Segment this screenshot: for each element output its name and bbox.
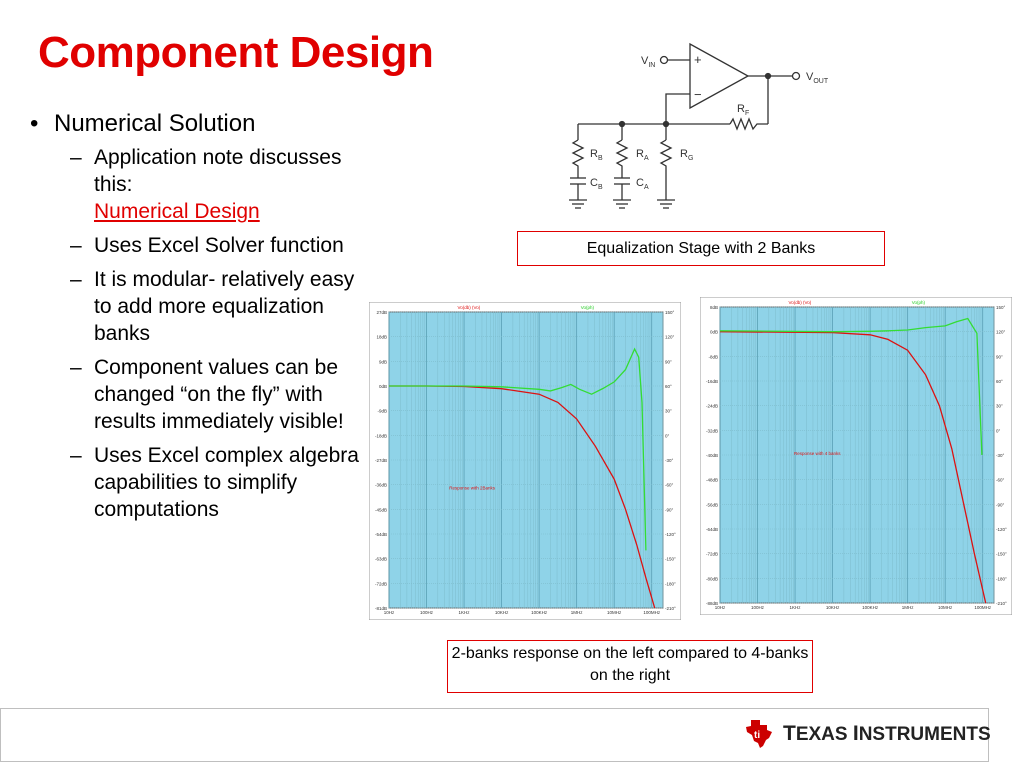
svg-text:VIN: $V_{IN}$ bbox=[641, 55, 656, 69]
bullet-dot: • bbox=[30, 110, 39, 137]
y-right-tick-label: -30° bbox=[996, 453, 1005, 458]
svg-text:RG: $R_G$ bbox=[680, 148, 694, 162]
y-left-tick-label: -36dB bbox=[374, 482, 387, 488]
y-right-tick-label: 0° bbox=[996, 428, 1001, 434]
x-tick-label: 10MHz bbox=[938, 605, 953, 610]
rg-label bbox=[680, 148, 693, 162]
y-right-tick-label: -210° bbox=[665, 606, 676, 611]
y-left-tick-label: -54dB bbox=[374, 532, 387, 537]
y-left-tick-label: 8dB bbox=[709, 305, 718, 310]
four-bank-response-chart bbox=[700, 297, 1012, 615]
x-tick-label: 10Hz bbox=[383, 610, 395, 615]
x-tick-label: 1MHz bbox=[570, 610, 583, 615]
y-left-tick-label: 27dB bbox=[376, 310, 387, 315]
dash: – bbox=[70, 268, 82, 291]
y-right-tick-label: 30° bbox=[665, 408, 672, 414]
cb-label bbox=[590, 177, 603, 191]
vout-label bbox=[806, 71, 829, 85]
y-right-tick-label: -60° bbox=[665, 482, 674, 488]
x-tick-label: 100KHz bbox=[531, 610, 548, 615]
ra-resistor bbox=[617, 140, 627, 178]
ground-icon bbox=[613, 200, 631, 208]
schematic-caption: Equalization Stage with 2 Banks bbox=[517, 231, 885, 266]
svg-text:CB: $C_B$ bbox=[590, 177, 603, 191]
two-bank-response-chart bbox=[369, 302, 681, 620]
sub-bullet-body bbox=[94, 144, 360, 225]
y-left-tick-label: -80dB bbox=[705, 576, 718, 582]
y-left-tick-label: -64dB bbox=[705, 527, 718, 532]
op-amp-plus: + bbox=[694, 52, 702, 67]
vin-label bbox=[641, 55, 655, 69]
y-right-tick-label: 0° bbox=[665, 433, 670, 439]
y-right-tick-label: 90° bbox=[665, 359, 672, 365]
legend-magnitude: Vo(db) (Vo) bbox=[788, 300, 812, 305]
ground-icon bbox=[657, 200, 675, 208]
y-right-tick-label: -150° bbox=[665, 556, 676, 562]
y-left-tick-label: -9dB bbox=[377, 408, 387, 414]
y-left-tick-label: -81dB bbox=[374, 606, 387, 611]
svg-text:VOUT: $V_{OUT}$ bbox=[806, 71, 829, 85]
x-tick-label: 10KHz bbox=[825, 605, 840, 610]
dash: – bbox=[70, 356, 82, 379]
bullet-numerical-solution bbox=[30, 110, 360, 138]
y-right-tick-label: -60° bbox=[996, 477, 1005, 483]
svg-text:ti: ti bbox=[754, 730, 761, 741]
y-left-tick-label: -72dB bbox=[705, 551, 718, 557]
y-left-tick-label: -88dB bbox=[705, 601, 718, 606]
y-right-tick-label: -30° bbox=[665, 458, 674, 463]
sub-bullet bbox=[70, 442, 360, 523]
rb-label bbox=[590, 148, 603, 162]
legend-magnitude: Vo(db) (Vo) bbox=[457, 305, 481, 310]
brand-name: TEXAS INSTRUMENTS bbox=[783, 722, 991, 745]
y-left-tick-label: 18dB bbox=[376, 334, 387, 340]
y-right-tick-label: 90° bbox=[996, 354, 1003, 360]
y-left-tick-label: -40dB bbox=[705, 453, 718, 458]
sub-bullet-text: It is modular- relatively easy to add more equalization banks bbox=[94, 268, 355, 345]
charts-caption: 2-banks response on the left compared to 4-banks on the right bbox=[447, 640, 813, 693]
y-left-tick-label: -63dB bbox=[374, 556, 387, 562]
y-right-tick-label: -150° bbox=[996, 551, 1007, 557]
sub-bullet-list bbox=[70, 144, 360, 523]
sub-bullet-text: Application note discusses this: bbox=[94, 146, 342, 196]
x-tick-label: 100Hz bbox=[420, 610, 434, 615]
x-tick-label: 100MHz bbox=[974, 605, 992, 610]
svg-text:RB: $R_B$ bbox=[590, 148, 603, 162]
y-left-tick-label: -48dB bbox=[705, 477, 718, 483]
y-right-tick-label: -120° bbox=[665, 532, 676, 537]
dash: – bbox=[70, 146, 82, 169]
ra-label bbox=[636, 148, 649, 162]
y-left-tick-label: -56dB bbox=[705, 502, 718, 508]
y-left-tick-label: 0dB bbox=[709, 329, 718, 335]
x-tick-label: 10Hz bbox=[714, 605, 726, 610]
legend-phase: Vo(ph) bbox=[580, 305, 595, 310]
y-right-tick-label: 120° bbox=[665, 334, 675, 340]
x-tick-label: 100Hz bbox=[751, 605, 765, 610]
y-left-tick-label: -8dB bbox=[708, 354, 718, 360]
x-tick-label: 1KHz bbox=[789, 605, 801, 610]
vin-terminal bbox=[661, 57, 668, 64]
y-right-tick-label: 60° bbox=[665, 384, 672, 389]
svg-text:RF: $R_F$ bbox=[737, 103, 750, 117]
y-right-tick-label: -180° bbox=[996, 576, 1007, 582]
x-tick-label: 10MHz bbox=[607, 610, 622, 615]
x-tick-label: 10KHz bbox=[494, 610, 509, 615]
x-tick-label: 100MHz bbox=[643, 610, 661, 615]
x-tick-label: 100KHz bbox=[862, 605, 879, 610]
y-right-tick-label: -90° bbox=[996, 502, 1005, 508]
texas-instruments-logo-icon bbox=[745, 719, 773, 749]
ground-icon bbox=[569, 200, 587, 208]
slide-title: Component Design bbox=[38, 28, 434, 77]
x-tick-label: 1KHz bbox=[458, 610, 470, 615]
y-left-tick-label: -45dB bbox=[374, 507, 387, 513]
y-right-tick-label: -120° bbox=[996, 527, 1007, 532]
y-left-tick-label: -18dB bbox=[374, 433, 387, 439]
op-amp-minus: − bbox=[694, 87, 702, 102]
ca-label bbox=[636, 177, 649, 191]
y-left-tick-label: -24dB bbox=[705, 403, 718, 409]
rf-label bbox=[737, 103, 749, 117]
svg-text:RA: $R_A$ bbox=[636, 148, 649, 162]
sub-bullet bbox=[70, 266, 360, 347]
y-right-tick-label: -90° bbox=[665, 507, 674, 513]
bullet-list bbox=[30, 110, 360, 530]
y-right-tick-label: 150° bbox=[665, 310, 675, 315]
rb-resistor bbox=[573, 140, 583, 178]
sub-bullet bbox=[70, 232, 360, 259]
ti-logo bbox=[745, 719, 991, 749]
y-right-tick-label: 30° bbox=[996, 403, 1003, 409]
response-annotation: Response with 4 banks bbox=[793, 451, 841, 456]
y-right-tick-label: 150° bbox=[996, 305, 1006, 310]
y-right-tick-label: 60° bbox=[996, 379, 1003, 384]
sub-bullet-text: Component values can be changed “on the fly” with results immediately visible! bbox=[94, 356, 344, 433]
vout-terminal bbox=[793, 73, 800, 80]
y-right-tick-label: -180° bbox=[665, 581, 676, 587]
numerical-design-link[interactable]: Numerical Design bbox=[94, 200, 260, 223]
rf-resistor bbox=[730, 119, 768, 129]
y-right-tick-label: -210° bbox=[996, 601, 1007, 606]
y-right-tick-label: 120° bbox=[996, 329, 1006, 335]
dash: – bbox=[70, 234, 82, 257]
rg-resistor bbox=[661, 140, 671, 200]
dash: – bbox=[70, 444, 82, 467]
y-left-tick-label: -72dB bbox=[374, 581, 387, 587]
response-annotation: Response with 2Banks bbox=[449, 485, 496, 491]
sub-bullet-text: Uses Excel complex algebra capabilities to simplify computations bbox=[94, 444, 359, 521]
svg-text:CA: $C_A$ bbox=[636, 177, 649, 191]
equalization-schematic bbox=[560, 40, 850, 220]
y-left-tick-label: 9dB bbox=[378, 359, 387, 365]
sub-bullet-text: Uses Excel Solver function bbox=[94, 234, 344, 257]
sub-bullet bbox=[70, 144, 360, 225]
bullet-text: Numerical Solution bbox=[54, 110, 256, 137]
y-left-tick-label: 0dB bbox=[378, 384, 387, 389]
y-left-tick-label: -27dB bbox=[374, 458, 387, 463]
x-tick-label: 1MHz bbox=[901, 605, 914, 610]
sub-bullet bbox=[70, 354, 360, 435]
y-left-tick-label: -32dB bbox=[705, 428, 718, 434]
y-left-tick-label: -16dB bbox=[705, 379, 718, 384]
legend-phase: Vo(ph) bbox=[911, 300, 926, 305]
